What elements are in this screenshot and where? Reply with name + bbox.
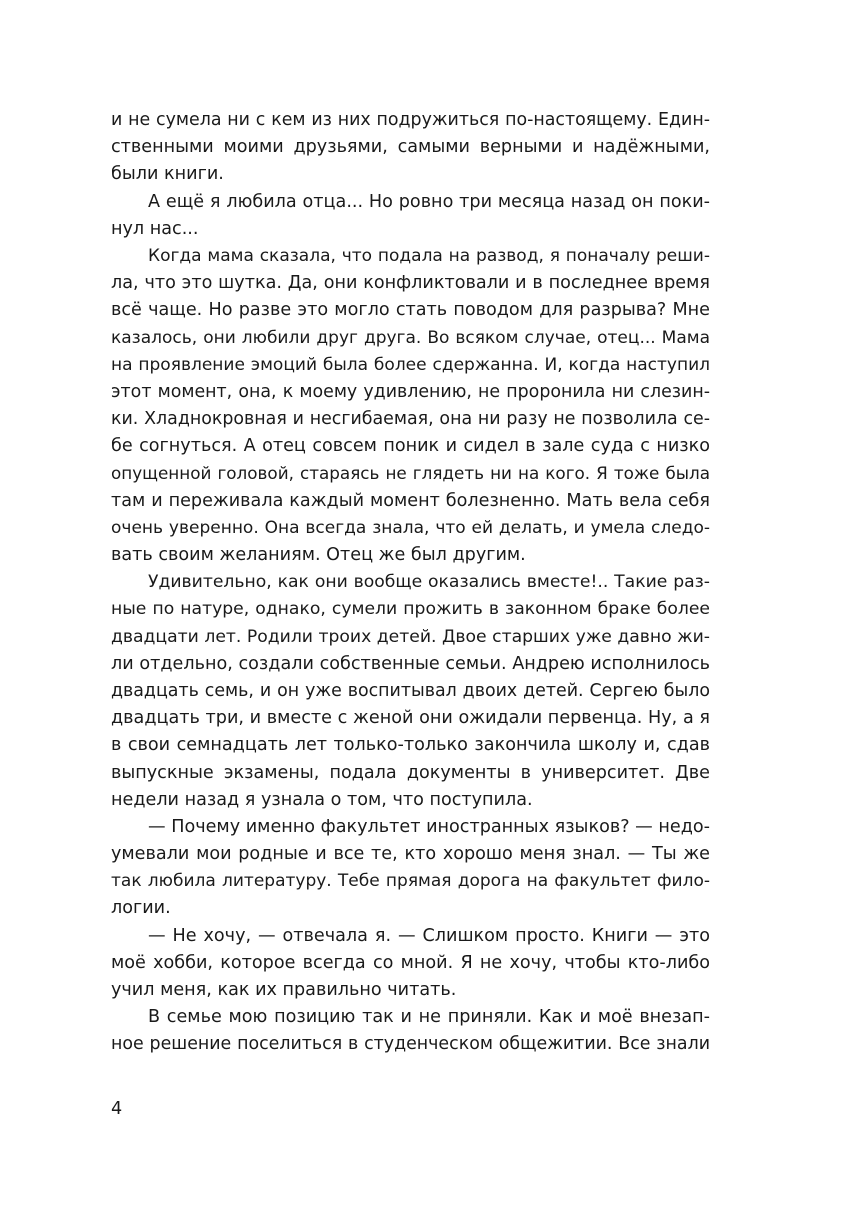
text-line: А ещё я любила отца... Но ровно три месяца назад он поки-: [148, 191, 710, 212]
text-line: были книги.: [111, 164, 224, 185]
page-body: [111, 107, 710, 1059]
text-line: казалось, они любили друг друга. Во всяком случае, отец... Мама: [111, 327, 710, 348]
text-line: опущенной головой, стараясь не глядеть ни на кого. Я тоже была: [111, 463, 710, 484]
text-line: недели назад я узнала о том, что поступила.: [111, 789, 533, 810]
text-line: очень уверенно. Она всегда знала, что ей делать, и умела следо-: [111, 517, 710, 538]
text-line: в свои семнадцать лет только-только закончила школу и, сдав: [111, 735, 710, 756]
text-line: — Не хочу, — отвечала я. — Слишком просто. Книги — это: [148, 925, 710, 946]
text-line: ное решение поселиться в студенческом общежитии. Все знали: [111, 1034, 710, 1055]
text-line: так любила литературу. Тебе прямая дорога на факультет фило-: [111, 871, 710, 892]
text-line: на проявление эмоций была более сдержанна. И, когда наступил: [111, 354, 710, 375]
text-line: всё чаще. Но разве это могло стать поводом для разрыва? Мне: [111, 300, 710, 321]
text-line: этот момент, она, к моему удивлению, не проронила ни слезин-: [111, 381, 710, 402]
text-line: Когда мама сказала, что подала на развод, я поначалу реши-: [148, 245, 710, 266]
text-line: там и переживала каждый момент болезненно. Мать вела себя: [111, 490, 710, 511]
text-line: ли отдельно, создали собственные семьи. Андрею исполнилось: [111, 653, 710, 674]
text-line: учил меня, как их правильно читать.: [111, 980, 457, 1000]
text-line: выпускные экзамены, подала документы в университет. Две: [111, 762, 710, 783]
text-line: двадцать семь, и он уже воспитывал двоих детей. Сергею было: [111, 680, 710, 701]
text-line: — Почему именно факультет иностранных языков? — недо-: [148, 816, 710, 837]
text-line: умевали мои родные и все те, кто хорошо меня знал. — Ты же: [111, 844, 710, 865]
text-line: В семье мою позицию так и не приняли. Как и моё внезап-: [148, 1007, 710, 1028]
page-number: 4: [111, 1099, 123, 1119]
text-line: двадцати лет. Родили троих детей. Двое старших уже давно жи-: [111, 626, 710, 647]
text-line: ла, что это шутка. Да, они конфликтовали и в последнее время: [111, 273, 710, 294]
text-line: бе согнуться. А отец совсем поник и сидел в зале суда с низко: [111, 436, 710, 457]
text-line: Удивительно, как они вообще оказались вместе!.. Такие раз-: [148, 572, 710, 593]
text-line: ки. Хладнокровная и несгибаемая, она ни разу не позволила се-: [111, 409, 710, 430]
text-line: ственными моими друзьями, самыми верными и надёжными,: [111, 137, 710, 158]
text-line: моё хобби, которое всегда со мной. Я не хочу, чтобы кто-либо: [111, 952, 710, 973]
text-line: ные по натуре, однако, сумели прожить в законном браке более: [111, 599, 710, 620]
text-line: и не сумела ни с кем из них подружиться по-настоящему. Един-: [111, 110, 710, 130]
text-line: вать своим желаниям. Отец же был другим.: [111, 545, 526, 565]
text-line: нул нас...: [111, 218, 199, 239]
text-line: двадцать три, и вместе с женой они ожидали первенца. Ну, а я: [111, 708, 710, 729]
text-line: логии.: [111, 898, 171, 919]
